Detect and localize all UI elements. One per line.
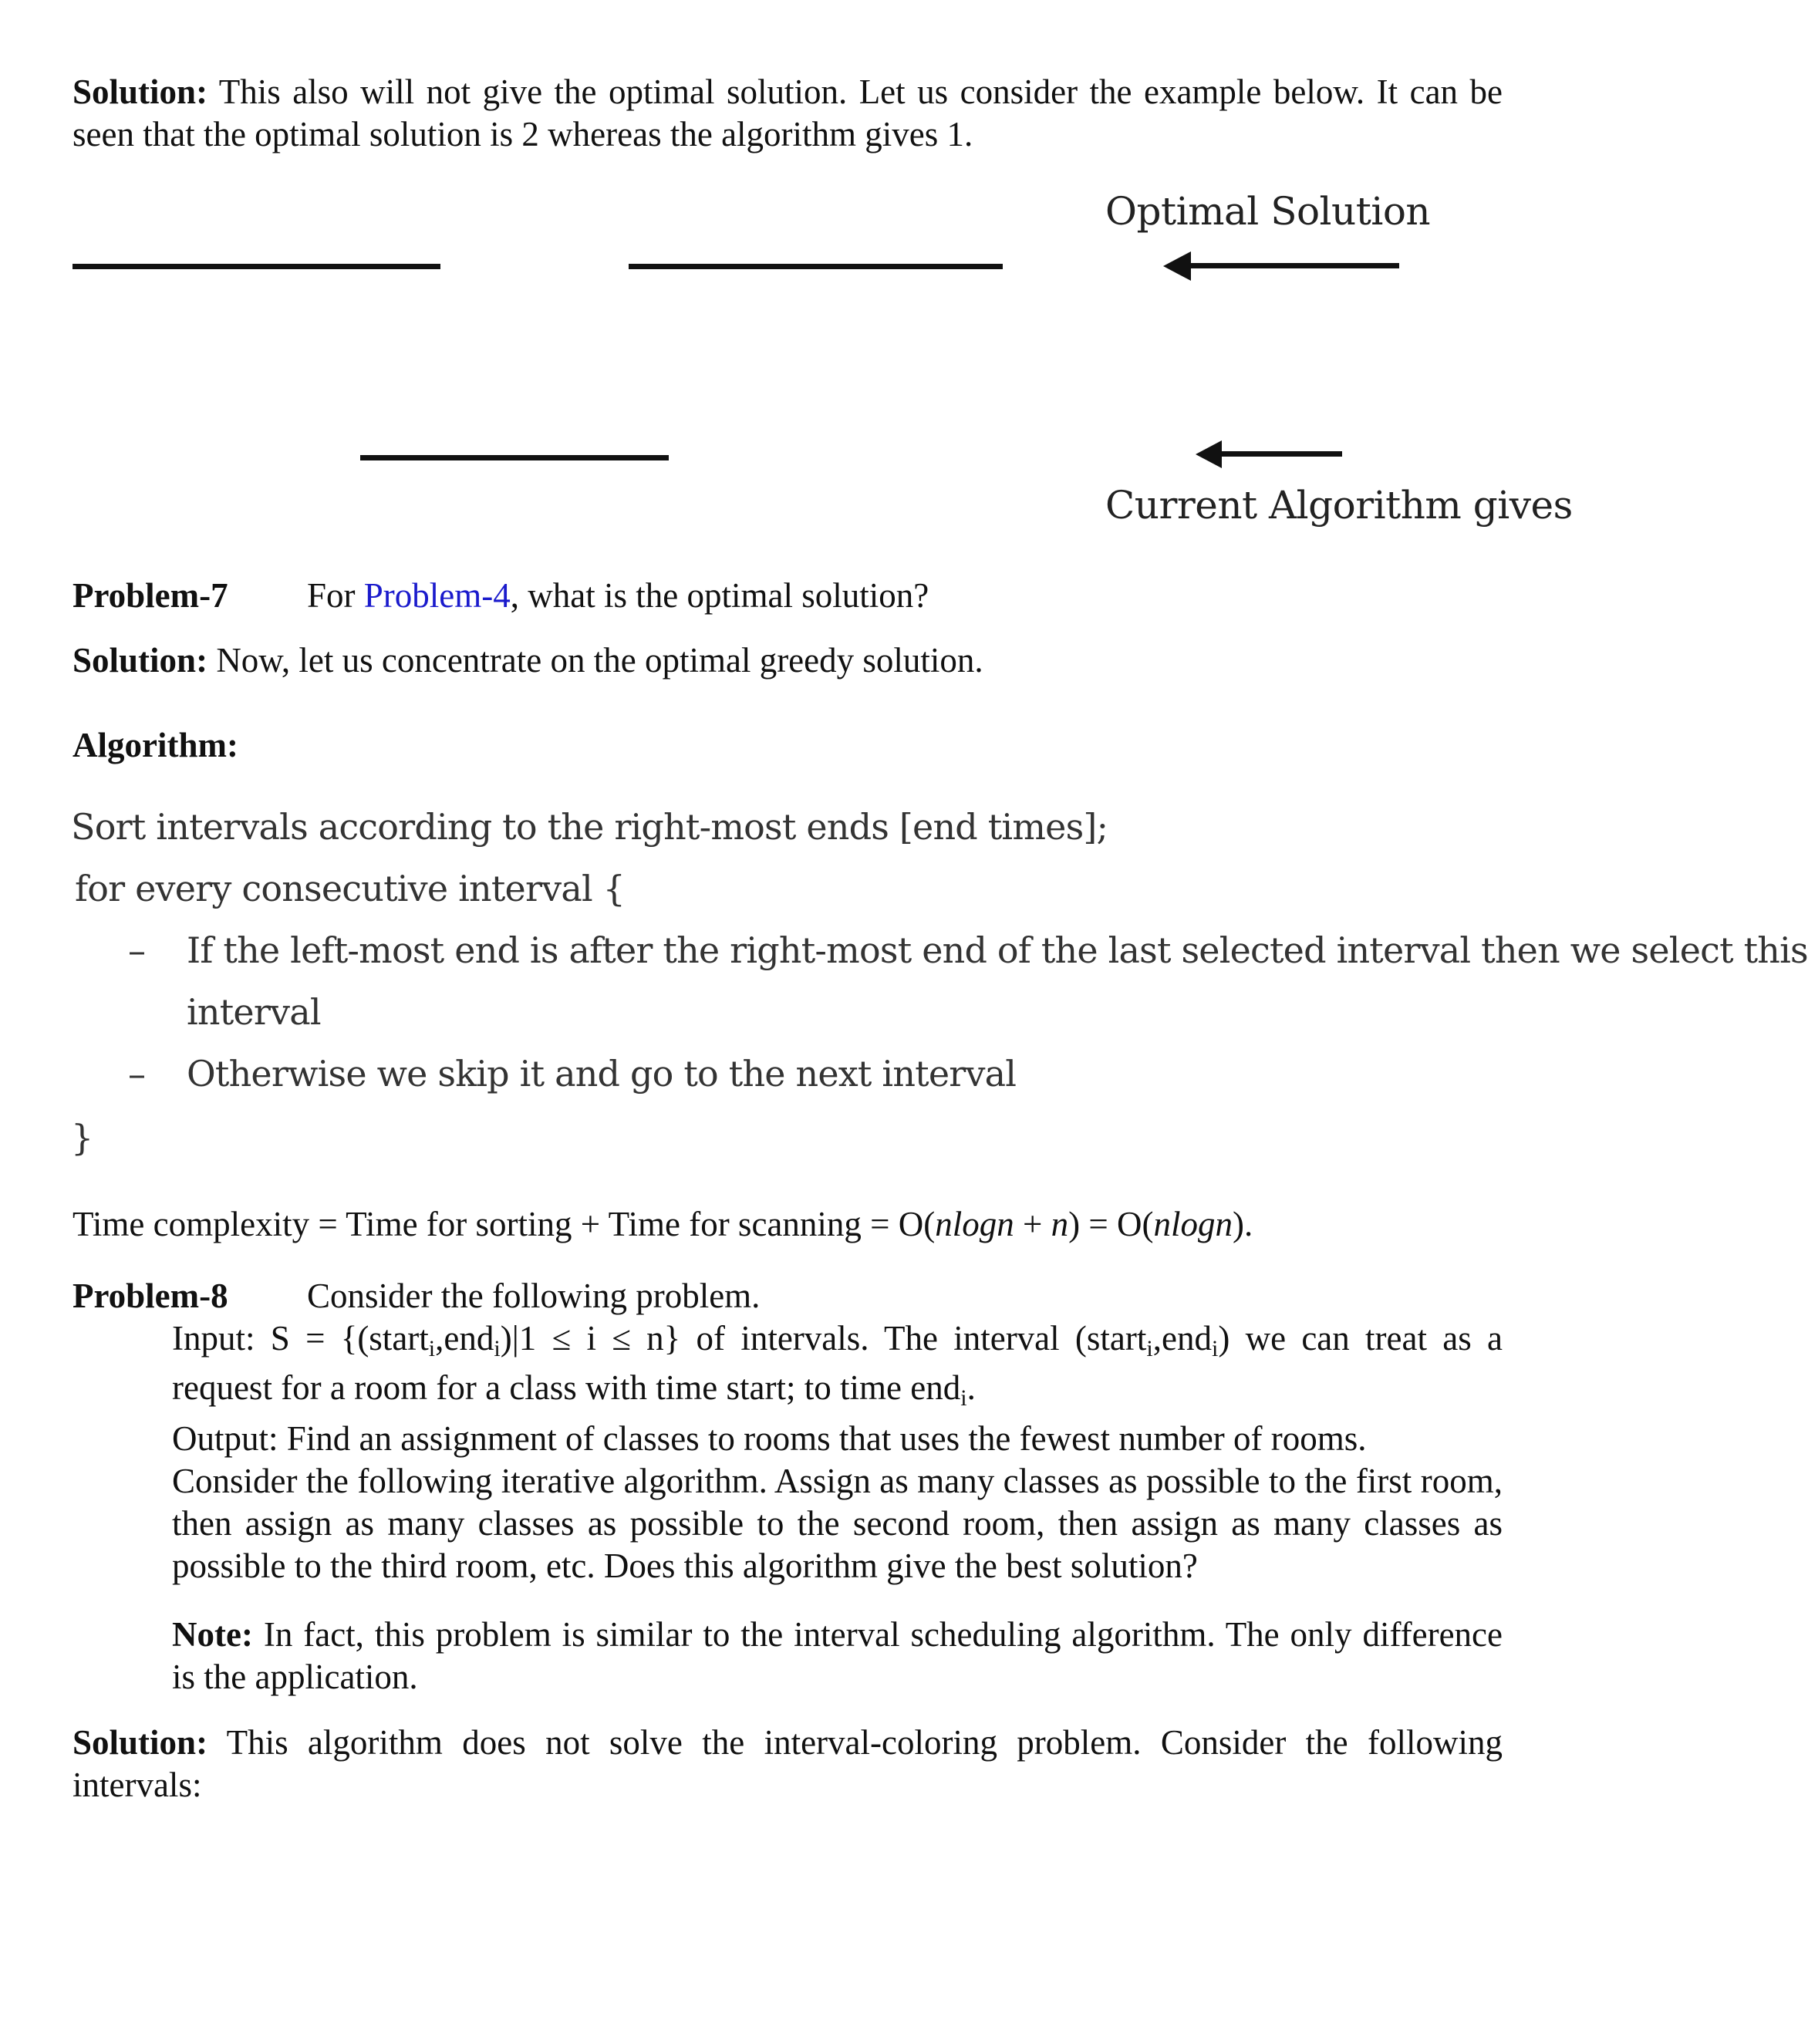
problem-8-input-cont: request for a room for a class with time start; to time end$_i$.: [172, 1368, 976, 1411]
current-algorithm-label: Current Algorithm gives: [1105, 483, 1573, 528]
algorithm-line-1: Sort intervals according to the right-most ends [end times];: [71, 806, 1108, 848]
algorithm-close-brace: }: [71, 1117, 93, 1159]
solution-text: This algorithm does not solve the interval-coloring problem. Consider the following intervals:: [73, 1723, 1503, 1804]
problem-8-consider: Consider the following iterative algorithm. Assign as many classes as possible to the first room, then assign as many classes as possible to the second room, then assign as many classes as possible to the third room, etc. Does this algorithm give the best solution?: [172, 1462, 1503, 1585]
algorithm-interval: [360, 455, 669, 460]
problem-8-label: Problem-8: [73, 1277, 228, 1315]
solution-label: Solution:: [73, 641, 208, 680]
solution-text: Now, let us concentrate on the optimal greedy solution.: [207, 641, 983, 680]
solution-7-paragraph: [73, 639, 1503, 682]
problem-7-text: For Problem-4, what is the optimal solution?: [307, 576, 929, 615]
solution-6-paragraph: [73, 71, 1503, 156]
optimal-interval-1: [73, 264, 440, 269]
algorithm-heading: Algorithm:: [73, 726, 238, 764]
problem-8-output: Output: Find an assignment of classes to rooms that uses the fewest number of rooms.: [172, 1419, 1367, 1458]
time-complexity: Time complexity = Time for sorting + Time for scanning = O(nlogn + n) = O(nlogn).: [73, 1205, 1253, 1243]
algorithm-line-2: for every consecutive interval {: [75, 868, 626, 909]
algorithm-bullet-1: If the left-most end is after the right-most end of the last selected interval then we select this: [187, 929, 1808, 971]
optimal-solution-label: Optimal Solution: [1105, 189, 1431, 234]
problem-8-intro: Consider the following problem.: [307, 1277, 761, 1315]
problem-8-note: Note: In fact, this problem is similar to the interval scheduling algorithm. The only difference is the application.: [172, 1615, 1503, 1696]
solution-label: Solution:: [73, 1723, 208, 1762]
arrow-left-icon: [1196, 437, 1342, 471]
optimal-interval-2: [629, 264, 1003, 269]
solution-8-paragraph: [73, 1722, 1503, 1806]
solution-text: This also will not give the optimal solution. Let us consider the example below. It can be seen that the optimal solution is 2 whereas the algorithm gives 1.: [73, 73, 1503, 153]
note-label: Note:: [172, 1615, 253, 1654]
problem-4-link[interactable]: Problem-4: [363, 576, 511, 615]
bullet-dash: –: [128, 929, 146, 971]
algorithm-bullet-2: Otherwise we skip it and go to the next interval: [187, 1053, 1017, 1095]
problem-8-input: Input: S = {(start$_i$,end$_i$)|1 ≤ i ≤ n} of intervals. The interval (start$_i$,end$_i$) we can treat as a: [172, 1319, 1503, 1361]
arrow-left-icon: [1163, 248, 1399, 284]
bullet-dash: –: [128, 1053, 146, 1095]
problem-7-label: Problem-7: [73, 576, 228, 615]
algorithm-bullet-1-cont: interval: [187, 991, 321, 1033]
solution-label: Solution:: [73, 73, 208, 111]
